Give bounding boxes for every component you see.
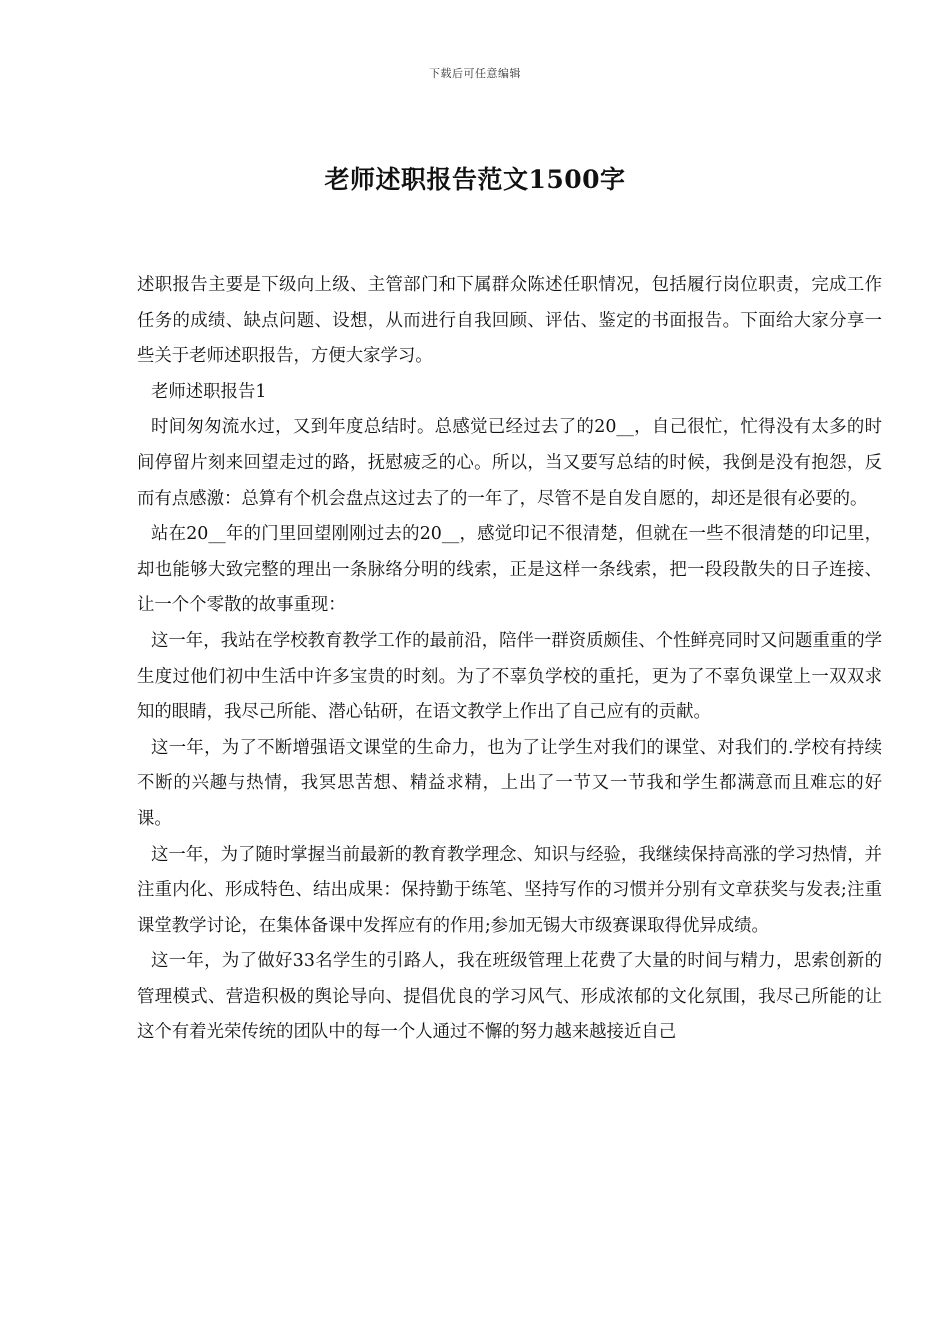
body-paragraph: 时间匆匆流水过，又到年度总结时。总感觉已经过去了的20__，自己很忙，忙得没有太多的时间停留片刻来回望走过的路，抚慰疲乏的心。所以，当又要写总结的时候，我倒是没有抱怨，反而有点感激：总算有个机会盘点这过去了的一年了，尽管不是自发自愿的，却还是很有必要的。 [137, 417, 882, 509]
body-paragraph: 这一年，为了不断增强语文课堂的生命力，也为了让学生对我们的课堂、对我们的.学校有持续不断的兴趣与热情，我冥思苦想、精益求精，上出了一节又一节我和学生都满意而且难忘的好课。 [137, 737, 882, 829]
intro-paragraph: 述职报告主要是下级向上级、主管部门和下属群众陈述任职情况，包括履行岗位职责，完成工作任务的成绩、缺点问题、设想，从而进行自我回顾、评估、鉴定的书面报告。下面给大家分享一些关于老师述职报告，方便大家学习。 [137, 275, 882, 367]
section-heading: 老师述职报告1 [151, 381, 267, 402]
body-paragraph: 这一年，为了做好33名学生的引路人，我在班级管理上花费了大量的时间与精力，思索创新的管理模式、营造积极的舆论导向、提倡优良的学习风气、形成浓郁的文化氛围，我尽己所能的让这个有着光荣传统的团队中的每一个人通过不懈的努力越来越接近自己 [137, 951, 882, 1043]
body-paragraph: 这一年，为了随时掌握当前最新的教育教学理念、知识与经验，我继续保持高涨的学习热情，并注重内化、形成特色、结出成果：保持勤于练笔、坚持写作的习惯并分别有文章获奖与发表;注重课堂教学讨论，在集体备课中发挥应有的作用;参加无锡大市级赛课取得优异成绩。 [137, 844, 882, 936]
page-header-note: 下载后可任意编辑 [429, 67, 521, 80]
document-body [137, 268, 882, 1051]
body-paragraph: 站在20__年的门里回望刚刚过去的20__，感觉印记不很清楚，但就在一些不很清楚的印记里，却也能够大致完整的理出一条脉络分明的线索，正是这样一条线索，把一段段散失的日子连接、让一个个零散的故事重现： [137, 524, 882, 616]
document-title: 老师述职报告范文1500字 [324, 165, 626, 194]
body-paragraph: 这一年，我站在学校教育教学工作的最前沿，陪伴一群资质颇佳、个性鲜亮同时又问题重重的学生度过他们初中生活中许多宝贵的时刻。为了不辜负学校的重托，更为了不辜负课堂上一双双求知的眼睛，我尽己所能、潜心钻研，在语文教学上作出了自己应有的贡献。 [137, 630, 882, 723]
